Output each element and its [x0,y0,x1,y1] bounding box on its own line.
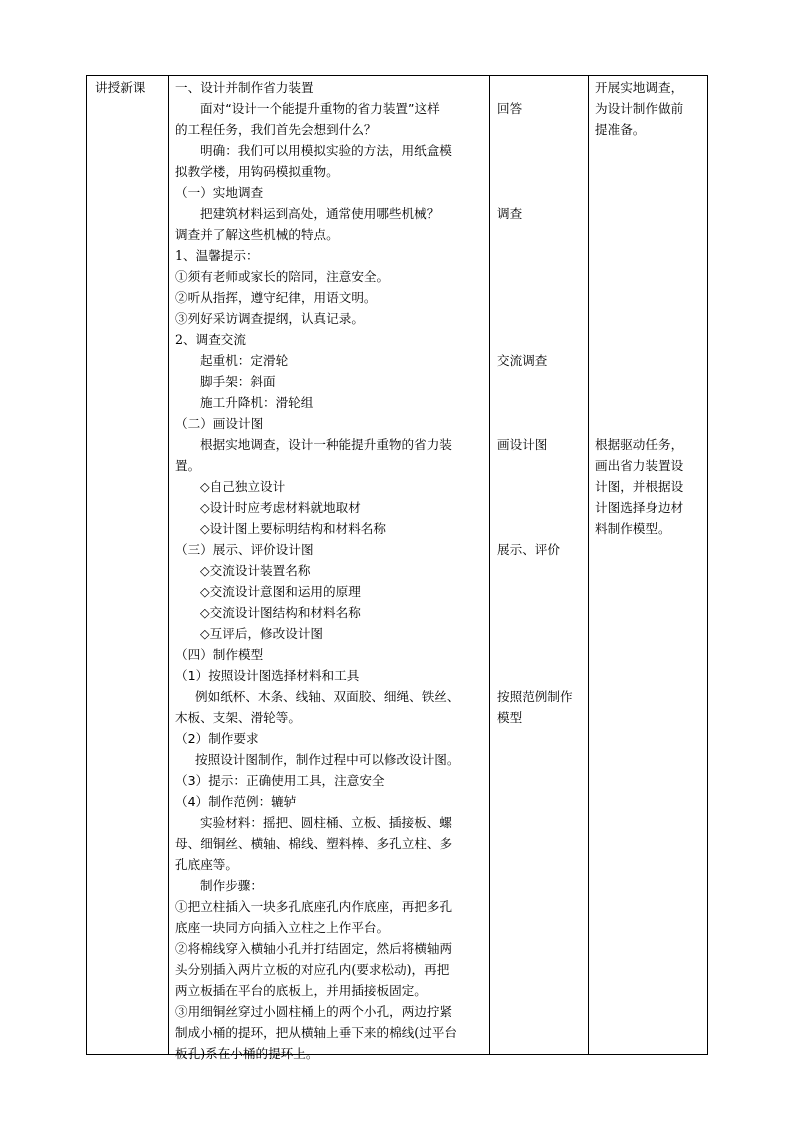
content-line: 底座一块同方向插入立柱之上作平台。 [175,920,390,935]
content-line: 头分别插入两片立板的对应孔内(要求松动)，再把 [175,962,450,977]
activity-line: 按照范例制作 [497,689,573,704]
content-line: 置。 [175,458,201,473]
content-line: 母、细铜丝、横轴、棉线、塑料棒、多孔立柱、多 [175,836,453,851]
content-line: ③用细铜丝穿过小圆柱桶上的两个小孔，两边拧紧 [175,1004,453,1019]
activity-line: 模型 [497,710,523,725]
content-line: 的工程任务，我们首先会想到什么？ [175,122,377,137]
intent-line: 开展实地调查， [595,80,684,95]
content-line: 制成小桶的提环，把从横轴上垂下来的棉线(过平台 [175,1025,457,1040]
content-line: 例如纸杯、木条、线轴、双面胶、细绳、铁丝、 [195,689,460,704]
content-line: 木板、支架、滑轮等。 [175,710,301,725]
content-line: 根据实地调查，设计一种能提升重物的省力装 [200,437,452,452]
content-line: ①须有老师或家长的陪同，注意安全。 [175,269,390,284]
activity-line: 调查 [497,206,523,221]
content-line: 2、调查交流 [175,332,246,347]
content-line: 面对“设计一个能提升重物的省力装置”这样 [200,101,440,116]
intent-line: 画出省力装置设 [595,458,684,473]
content-line: 把建筑材料运到高处，通常使用哪些机械？ [200,206,440,221]
activity-line: 画设计图 [497,437,548,452]
intent-line: 根据驱动任务， [595,437,684,452]
content-line: （1）按照设计图选择材料和工具 [175,668,360,683]
activity-line: 回答 [497,101,523,116]
content-line: （三）展示、评价设计图 [175,542,314,557]
activity-line: 交流调查 [497,353,548,368]
table-row [87,76,708,1055]
student-activity-cell [490,76,589,1055]
content-line: 按照设计图制作，制作过程中可以修改设计图。 [195,752,460,767]
content-line: ◇设计图上要标明结构和材料名称 [200,521,386,536]
content-line: （四）制作模型 [175,647,264,662]
intent-line: 料制作模型。 [595,521,671,536]
content-line: 脚手架：斜面 [200,374,276,389]
content-line: 拟教学楼，用钩码模拟重物。 [175,164,339,179]
lesson-plan-table [86,75,708,1061]
design-intent-cell [589,76,708,1055]
content-line: 施工升降机：滑轮组 [200,395,314,410]
section-cell [87,76,169,1055]
content-line: （二）画设计图 [175,416,264,431]
content-line: ①把立柱插入一块多孔底座孔内作底座，再把多孔 [175,899,453,914]
content-line: 明确：我们可以用模拟实验的方法，用纸盒模 [200,143,452,158]
content-line: ◇互评后，修改设计图 [200,626,324,641]
content-line: 1、温馨提示： [175,248,259,263]
content-line: 一、设计并制作省力装置 [175,80,314,95]
content-line: （3）提示：正确使用工具，注意安全 [175,773,385,788]
intent-line: 提准备。 [595,122,646,137]
content-line: 板孔)系在小桶的提环上。 [175,1046,319,1061]
content-line: （4）制作范例：辘轳 [175,794,297,809]
intent-line: 计图选择身边材 [595,500,684,515]
content-line: 两立板插在平台的底板上，并用插接板固定。 [175,983,427,998]
content-line: 孔底座等。 [175,857,238,872]
content-line: 实验材料：摇把、圆柱桶、立板、插接板、螺 [200,815,452,830]
content-line: ◇交流设计图结构和材料名称 [200,605,361,620]
content-line: ◇交流设计意图和运用的原理 [200,584,361,599]
content-line: （2）制作要求 [175,731,259,746]
content-line: 制作步骤： [200,878,263,893]
content-line: ②将棉线穿入横轴小孔并打结固定，然后将横轴两 [175,941,453,956]
content-line: 调查并了解这些机械的特点。 [175,227,339,242]
content-line: ◇设计时应考虑材料就地取材 [200,500,361,515]
section-label: 讲授新课 [95,80,146,95]
content-line: ◇自己独立设计 [200,479,286,494]
content-line: ③列好采访调查提纲，认真记录。 [175,311,364,326]
content-cell [169,76,490,1061]
content-line: （一）实地调查 [175,185,264,200]
intent-line: 计图，并根据设 [595,479,684,494]
activity-line: 展示、评价 [497,542,560,557]
content-line: 起重机：定滑轮 [200,353,289,368]
content-line: ◇交流设计装置名称 [200,563,311,578]
content-line: ②听从指挥，遵守纪律，用语文明。 [175,290,377,305]
intent-line: 为设计制作做前 [595,101,684,116]
